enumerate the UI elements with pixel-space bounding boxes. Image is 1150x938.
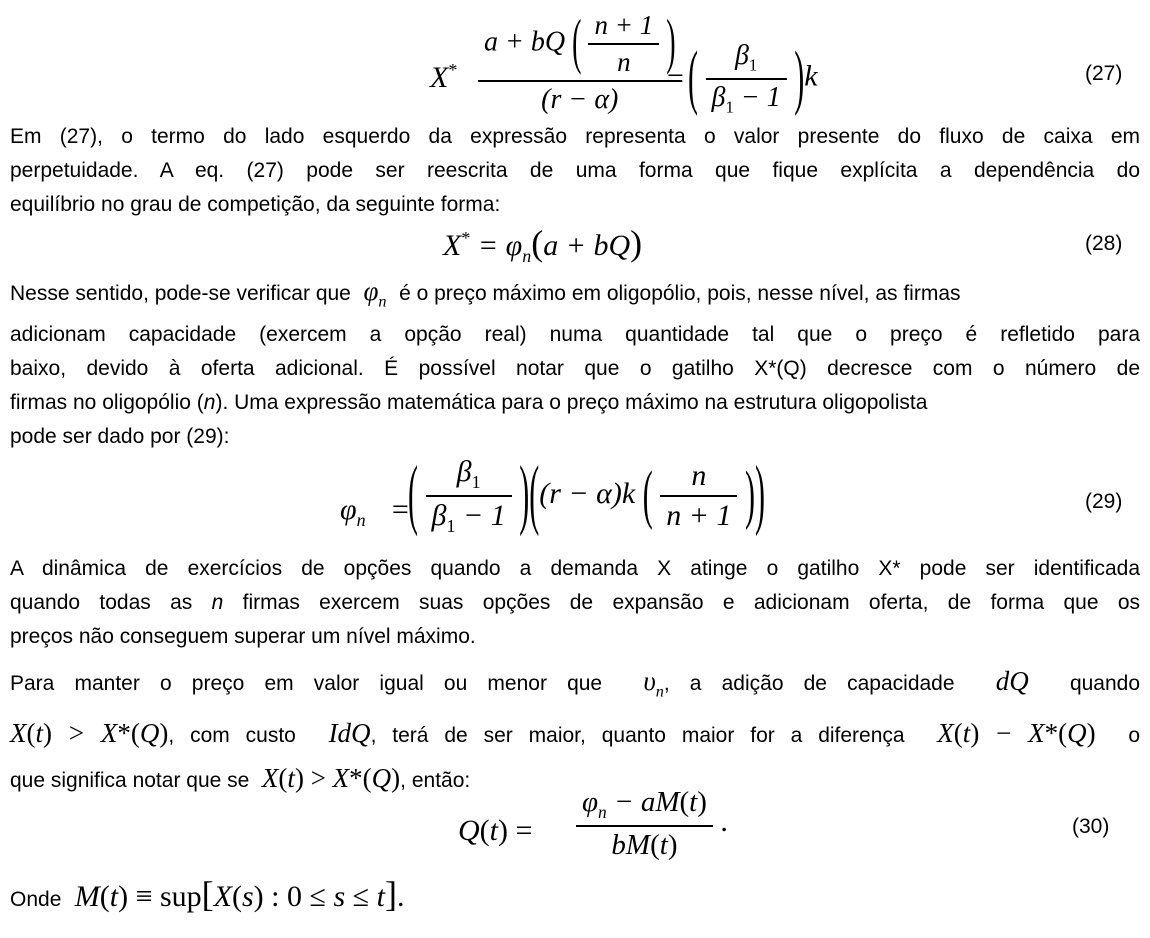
paragraph-4 — [10, 660, 1140, 802]
phi-n-symbol: $\varphi_n$ — [363, 276, 387, 311]
condition-x-gt-xstar-2: X(t) > X*(Q) — [261, 763, 401, 794]
equation-28: $X^* = \varphi_n(a + bQ)$ — [443, 223, 643, 266]
paragraph-2-line-3: baixo, devido à oferta adicional. É possível notar que o gatilho X*(Q) decresce com o número de — [10, 357, 1140, 381]
paragraph-2 — [10, 274, 1140, 454]
upsilon-n-symbol: $\upsilon_n$ — [643, 666, 664, 701]
paragraph-3 — [10, 552, 1140, 654]
idq-symbol: IdQ — [328, 718, 371, 749]
paragraph-1-line-3: equilíbrio no grau de competição, da seguinte forma: — [10, 193, 501, 216]
equation-number-30: (30) — [1072, 815, 1110, 838]
sup-definition: M(t) ≡ sup[X(s) : 0 ≤ s ≤ t]. — [74, 874, 405, 914]
difference-x-minus-xstar: X(t) − X*(Q) — [937, 718, 1096, 749]
paragraph-3-line-1: A dinâmica de exercícios de opções quando a demanda X atinge o gatilho X* pode ser identificada — [10, 557, 1140, 580]
paragraph-4-line-2: X(t) > X*(Q), com custo IdQ, terá de ser maior, quanto maior for a diferença X(t) − X*(Q) o — [10, 718, 1141, 749]
condition-x-gt-xstar: X(t) > X*(Q) — [10, 718, 169, 749]
equation-number-29: (29) — [1085, 490, 1123, 513]
equation-number-28: (28) — [1085, 232, 1123, 255]
paragraph-5: Onde M(t) ≡ sup[X(s) : 0 ≤ s ≤ t]. — [10, 874, 405, 914]
equation-number-27: (27) — [1085, 62, 1123, 85]
paragraph-2-line-1: Nesse sentido, pode-se verificar que $\varphi_n$ é o preço máximo em oligopólio, pois, nesse nível, as firmas — [10, 276, 961, 311]
paragraph-2-line-5: pode ser dado por (29): — [10, 425, 230, 449]
paragraph-1 — [10, 120, 1140, 222]
paragraph-3-line-3: preços não conseguem superar um nível máximo. — [10, 625, 476, 648]
paragraph-2-line-2: adicionam capacidade (exercem a opção real) numa quantidade tal que o preço é refletido para — [10, 323, 1140, 347]
dq-symbol: dQ — [995, 666, 1029, 696]
paragraph-3-line-2: quando todas as n firmas exercem suas opções de expansão e adicionam oferta, de forma que os — [10, 591, 1141, 614]
paragraph-4-line-1: Para manter o preço em valor igual ou menor que $\upsilon_n$, a adição de capacidade dQ quando — [10, 666, 1141, 701]
paragraph-4-line-3: que significa notar que se X(t) > X*(Q), então: — [10, 763, 471, 794]
paragraph-1-line-1: Em (27), o termo do lado esquerdo da expressão representa o valor presente do fluxo de caixa em — [10, 125, 1140, 148]
paragraph-2-line-4: firmas no oligopólio (n). Uma expressão matemática para o preço máximo na estrutura oligopolista — [10, 391, 928, 415]
paragraph-1-line-2: perpetuidade. A eq. (27) pode ser reescrita de uma forma que fique explícita a dependência do — [10, 159, 1140, 182]
